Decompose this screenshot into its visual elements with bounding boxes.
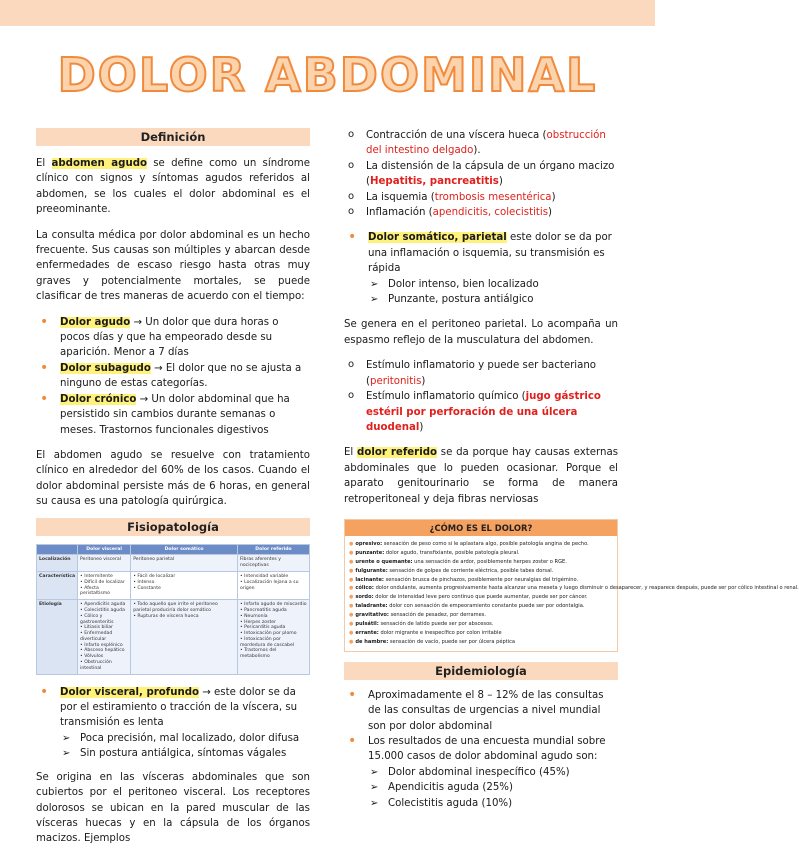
table-row [37, 555, 310, 572]
list-item: ➢ Poca precisión, mal localizado, dolor difusa [60, 731, 310, 746]
top-color-band [0, 0, 655, 26]
ejemplos-list [344, 128, 618, 220]
list-item: ➢ Colecistitis aguda (10%) [368, 796, 618, 811]
list-item: ➢ Dolor abdominal inespecífico (45%) [368, 765, 618, 780]
definicion-heading: Definición [36, 128, 310, 146]
fisiopatologia-table [36, 544, 310, 675]
como-item: ● lacinante: sensación brusca de pinchazos, posiblemente por neuralgias del trigémino. [349, 576, 613, 585]
list-item: ➢ Sin postura antiálgica, síntomas vágales [60, 746, 310, 761]
como-item: ● taladrante: dolor con sensación de empeoramiento constante puede ser por odontalgia. [349, 602, 613, 611]
table-header: Dolor referido [237, 544, 309, 555]
table-row-label: Localización [37, 555, 78, 572]
table-row [37, 600, 310, 675]
como-item: ● pulsátil: sensación de latido puede ser por abscesos. [349, 620, 613, 629]
referido-paragraph: El dolor referido se da porque hay causas externas abdominales que lo pueden ocasionar. Porque el aparato genitourinario se forma de manera retroperitoneal y deja fibras nerviosas [344, 447, 619, 505]
como-es-el-dolor-box [344, 519, 799, 652]
list-item: o Estímulo inflamatorio químico (jugo gástrico estéril por perforación de una úlcera duodenal) [344, 389, 618, 435]
como-list [345, 536, 799, 651]
fisiopatologia-heading: Fisiopatología [36, 518, 310, 536]
list-item: • Dolor subagudo → El dolor que no se ajusta a ninguno de estas categorías. [36, 361, 310, 392]
table-cell: • Infarto agudo de miocardio • Pancreatitis aguda • Neumonía • Herpes zoster • Pericarditis aguda • Intoxicación por plomo • Intoxicación por mordedura de cascabel • Trastornos del metabolismo [237, 600, 309, 675]
tiempo-list [36, 315, 310, 438]
list-item: • Dolor visceral, profundo → este dolor se da por el estiramiento o tracción de la víscera, su transmisión es lenta ➢ Poca precisión, mal localizado, dolor difusa ➢ Sin postura antiálgica, síntomas vágales [36, 685, 310, 762]
table-cell: Peritoneo visceral [78, 555, 131, 572]
como-item: ● gravitativo: sensación de pesadez, por derrames. [349, 611, 613, 620]
epidemiologia-list [344, 688, 618, 811]
table-row [37, 571, 310, 599]
list-item: • Los resultados de una encuesta mundial sobre 15.000 casos de dolor abdominal agudo son: ➢ Dolor abdominal inespecífico (45%) ➢ Apendicitis aguda (25%) ➢ Colecistitis aguda (10%) [344, 734, 618, 811]
table-cell: Peritoneo parietal [131, 555, 238, 572]
definicion-paragraph: El abdomen agudo se define como un síndrome clínico con signos y síntomas agudos referidos al abdomen, se los cuales el dolor abdominal es el preeominante. [36, 158, 311, 216]
table-cell: Fibras aferentes y nociceptivas [237, 555, 309, 572]
consulta-paragraph: La consulta médica por dolor abdominal es un hecho frecuente. Sus causas son múltiples y abarcan desde enfermedades de escaso riesgo hasta otras muy graves y potencialmente mortales, se puede clasificar de tres maneras de acuerdo con el tiempo: [36, 229, 310, 303]
epidemiologia-heading: Epidemiología [344, 662, 618, 680]
resolucion-paragraph: El abdomen agudo se resuelve con tratamiento clínico en alrededor del 60% de los casos. Cuando el dolor abdominal persiste más de 6 horas, en general su causa es una patología quirúrgica. [36, 449, 310, 508]
table-cell: • Todo aquello que irrite el peritoneo parietal produciría dolor somático • Rupturas de víscera hueca [131, 600, 238, 675]
list-item: • Dolor agudo → Un dolor que dura horas o pocos días y que ha empeorado desde su aparición. Menor a 7 días [36, 315, 310, 361]
peritoneo-paragraph: Se genera en el peritoneo parietal. Lo acompaña un espasmo reflejo de la musculatura del abdomen. [344, 319, 618, 346]
como-item: ● sordo: dolor de intensidad leve pero continuo que puede aumentar, puede ser por cáncer. [349, 593, 613, 602]
list-item: ➢ Dolor intenso, bien localizado [368, 277, 618, 292]
list-item: • Dolor crónico → Un dolor abdominal que ha persistido sin cambios durante semanas o meses. Trastornos funcionales digestivos [36, 392, 310, 438]
como-es-el-dolor-title: ¿CÓMO ES EL DOLOR? [345, 520, 617, 536]
como-item: ● opresivo: sensación de peso como si le aplastara algo, posible patología angina de pecho. [349, 540, 613, 549]
list-item: o Contracción de una víscera hueca (obstrucción del intestino delgado). [344, 128, 618, 159]
list-item: • Dolor somático, parietal este dolor se da por una inflamación o isquemia, su transmisión es rápida ➢ Dolor intenso, bien localizado ➢ Punzante, postura antiálgico [344, 230, 618, 307]
list-item: ➢ Punzante, postura antiálgico [368, 292, 618, 307]
visceral-list [36, 685, 310, 762]
table-row-label: Etiología [37, 600, 78, 675]
table-cell: • Fácil de localizar • Intenso • Constante [131, 571, 238, 599]
list-item: o Inflamación (apendicitis, colecistitis) [344, 205, 618, 220]
table-cell: • Apendicitis aguda • Colecistitis aguda • Cólico y gastroenteritis • Litiasis biliar • Enfermedad diverticular • Infarto esplénico • Absceso hepático • Vólvulos • Obstrucción intestinal [78, 600, 131, 675]
somatico-list [344, 230, 618, 307]
list-item: o La distensión de la cápsula de un órgano macizo (Hepatitis, pancreatitis) [344, 159, 618, 190]
como-item: ● fulgurante: sensación de golpes de corriente eléctrica, posible tabes dorsal. [349, 567, 613, 576]
list-item: ➢ Apendicitis aguda (25%) [368, 780, 618, 795]
origen-paragraph: Se origina en las vísceras abdominales que son cubiertos por el peritoneo visceral. Los receptores dolorosos se ubican en la pared muscular de las vísceras huecas y en la cápsula de los órganos macizos. Ejemplos [36, 771, 310, 845]
table-header: Dolor somático [131, 544, 238, 555]
table-cell: • Intermitente • Difícil de localizar • Afecta peristaltismo [78, 571, 131, 599]
table-header: Dolor visceral [78, 544, 131, 555]
como-item: ● de hambre: sensación de vacío, puede ser por úlcera péptica [349, 638, 613, 647]
right-column [344, 128, 799, 811]
list-item: • Aproximadamente el 8 – 12% de las consultas de las consultas de urgencias a nivel mundial son por dolor abdominal [344, 688, 618, 734]
list-item: o La isquemia (trombosis mesentérica) [344, 190, 618, 205]
como-item: ● cólico: dolor ondulante, aumenta progresivamente hasta alcanzar una meseta y luego disminuir o desaparecer, y reaparece después, puede ser por cólico intestinal o renal. [349, 584, 613, 593]
page-title: DOLOR ABDOMINAL [57, 48, 598, 102]
como-item: ● punzante: dolor agudo, transfixiante, posible patología pleural. [349, 549, 613, 558]
list-item: o Estímulo inflamatorio y puede ser bacteriano (peritonitis) [344, 358, 618, 389]
table-row-label: Característica [37, 571, 78, 599]
como-item: ● errante: dolor migrante e inespecífico por colon irritable [349, 629, 613, 638]
abdomen-agudo-highlight: abdomen agudo [51, 158, 148, 169]
table-cell: • Intensidad variable • Localización lejana a su origen [237, 571, 309, 599]
como-item: ● urente o quemante: una sensación de ardor, posiblemente herpes zoster o RGE. [349, 558, 613, 567]
table-header [37, 544, 78, 555]
estimulos-list [344, 358, 618, 435]
left-column [36, 128, 310, 847]
